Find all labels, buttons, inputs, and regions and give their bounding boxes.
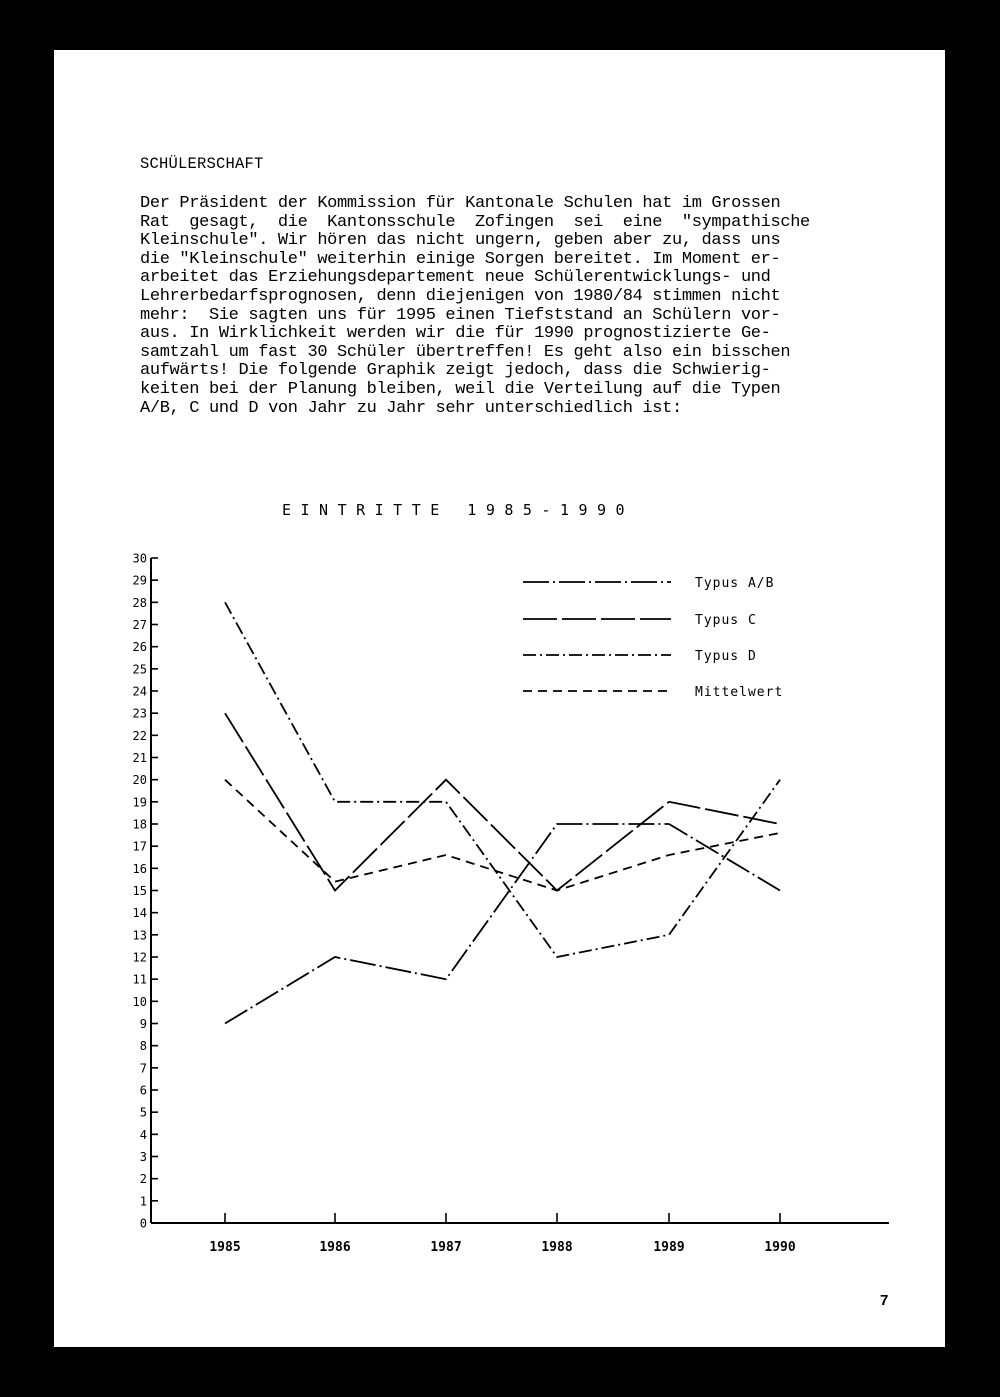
y-tick-label: 29	[132, 573, 147, 588]
y-tick-label: 16	[132, 861, 147, 876]
y-tick-label: 26	[132, 640, 147, 655]
series-line-typus-c	[225, 713, 780, 890]
document-page	[54, 50, 945, 1347]
paragraph-line: keiten bei der Planung bleiben, weil die Verteilung auf die Typen	[140, 379, 781, 399]
y-tick-label: 23	[132, 706, 147, 721]
y-tick-label: 11	[132, 972, 147, 987]
legend-label: Mittelwert	[695, 685, 784, 700]
y-tick-label: 28	[132, 595, 147, 610]
y-tick-label: 1	[139, 1194, 147, 1209]
chart-title: EINTRITTE 1985-1990	[282, 501, 635, 519]
legend-label: Typus D	[695, 649, 757, 664]
legend-label: Typus A/B	[695, 576, 775, 591]
y-tick-label: 2	[139, 1172, 147, 1187]
y-tick-label: 3	[139, 1150, 147, 1164]
paragraph-line: aufwärts! Die folgende Graphik zeigt jedoch, dass die Schwierig-	[140, 361, 771, 381]
page-number: 7	[880, 1292, 889, 1309]
y-tick-label: 22	[132, 728, 147, 743]
y-tick-label: 4	[139, 1127, 147, 1142]
y-tick-label: 18	[132, 817, 147, 832]
x-tick-label: 1987	[430, 1240, 462, 1255]
paragraph-line: samtzahl um fast 30 Schüler übertreffen! Es geht also ein bisschen	[140, 342, 791, 362]
x-tick-label: 1986	[319, 1240, 351, 1255]
paragraph-line: Der Präsident der Kommission für Kantonale Schulen hat im Grossen	[140, 194, 781, 213]
paragraph-line: Rat gesagt, die Kantonsschule Zofingen sei eine "sympathische	[140, 212, 810, 232]
y-tick-label: 8	[139, 1039, 147, 1054]
y-tick-label: 24	[132, 684, 147, 699]
y-tick-label: 6	[139, 1083, 147, 1098]
x-tick-label: 1988	[541, 1240, 573, 1255]
y-tick-label: 0	[139, 1216, 147, 1231]
paragraph-line: Lehrerbedarfsprognosen, denn diejenigen von 1980/84 stimmen nicht	[140, 286, 781, 306]
y-tick-label: 5	[139, 1105, 147, 1120]
paragraph-line: die "Kleinschule" weiterhin einige Sorgen bereitet. Im Moment er-	[140, 249, 781, 269]
x-tick-label: 1989	[653, 1240, 685, 1255]
x-tick-label: 1990	[764, 1240, 796, 1255]
paragraph-line: A/B, C und D von Jahr zu Jahr sehr unterschiedlich ist:	[140, 398, 682, 418]
paragraph-line: mehr: Sie sagten uns für 1995 einen Tiefststand an Schülern vor-	[140, 305, 781, 325]
paragraph-line: aus. In Wirklichkeit werden wir die für 1990 prognostizierte Ge-	[140, 324, 771, 344]
entries-line-chart	[54, 50, 945, 1347]
y-tick-label: 25	[132, 662, 147, 677]
y-tick-label: 13	[132, 928, 147, 943]
y-tick-label: 12	[132, 950, 147, 965]
y-tick-label: 14	[132, 906, 147, 921]
x-tick-label: 1985	[209, 1240, 241, 1255]
y-tick-label: 20	[132, 773, 147, 788]
paragraph-line: Kleinschule". Wir hören das nicht ungern, geben aber zu, dass uns	[140, 231, 781, 251]
y-tick-label: 17	[132, 839, 147, 854]
y-tick-label: 7	[139, 1061, 147, 1076]
section-heading: SCHÜLERSCHAFT	[140, 155, 264, 173]
y-tick-label: 10	[132, 994, 147, 1009]
y-tick-label: 30	[132, 551, 147, 566]
y-tick-label: 15	[132, 884, 147, 898]
y-tick-label: 27	[132, 618, 147, 632]
y-tick-label: 21	[132, 751, 147, 765]
legend-label: Typus C	[695, 613, 757, 628]
y-tick-label: 19	[132, 795, 147, 810]
series-line-typus-a-b	[225, 824, 780, 1024]
paragraph-line: arbeitet das Erziehungsdepartement neue Schülerentwicklungs- und	[140, 268, 771, 288]
y-tick-label: 9	[139, 1017, 147, 1031]
